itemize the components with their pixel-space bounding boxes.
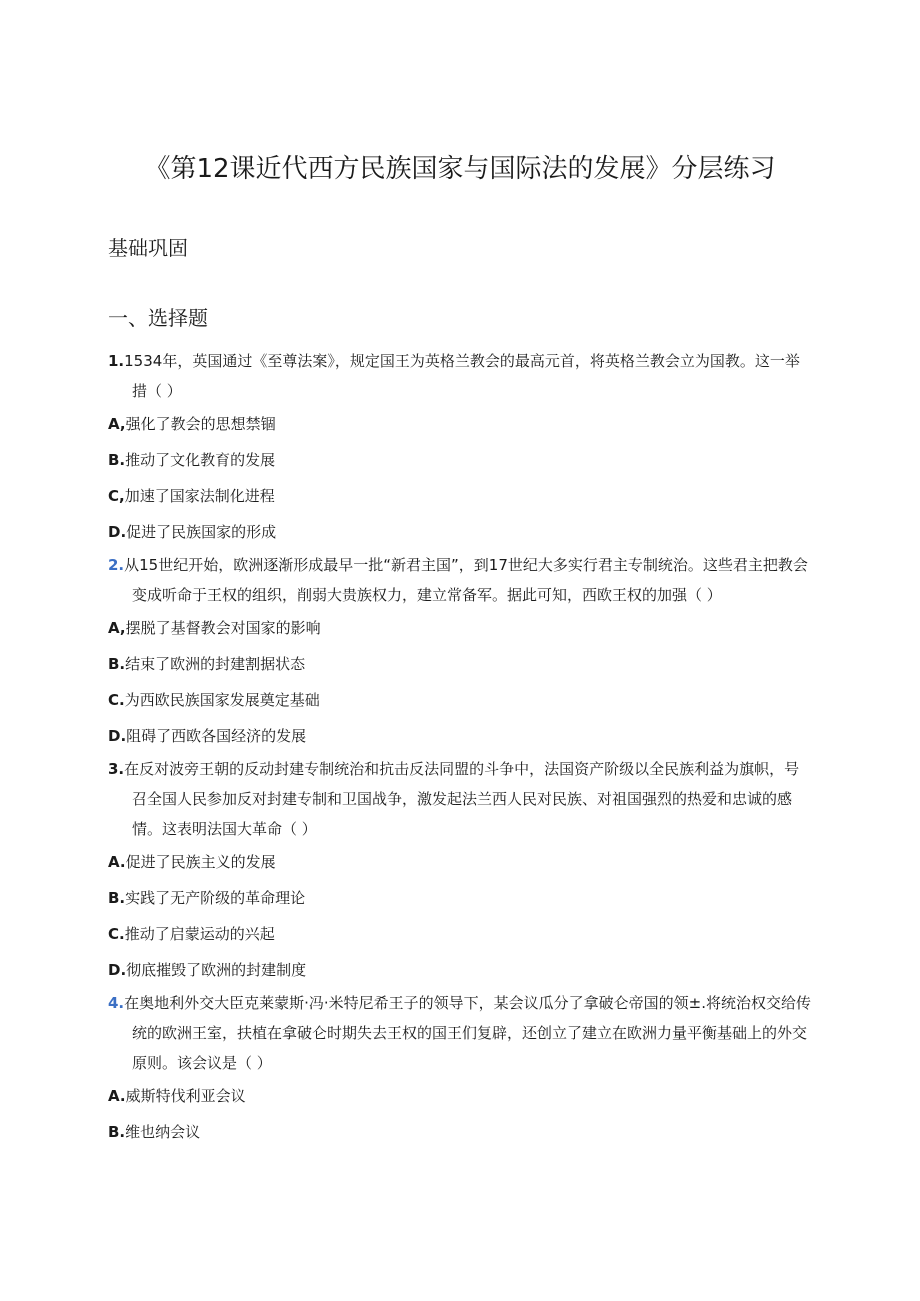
option-text: 推动了启蒙运动的兴起 (124, 925, 275, 943)
option-letter: A. (108, 853, 126, 871)
question-text (108, 754, 813, 844)
option-text: 摆脱了基督教会对国家的影响 (125, 619, 321, 637)
option-item (108, 1078, 813, 1114)
option-letter: B. (108, 889, 126, 907)
option-text: 威斯特伐利亚会议 (125, 1087, 246, 1105)
option-letter: C, (108, 487, 125, 505)
option-text: 推动了文化教育的发展 (125, 451, 276, 469)
question-list (108, 346, 813, 1150)
question-text (108, 988, 813, 1078)
option-letter: B. (108, 1123, 126, 1141)
option-text: 为西欧民族国家发展奠定基础 (124, 691, 320, 709)
question-number: 2. (108, 556, 125, 574)
option-letter: A, (108, 415, 126, 433)
option-letter: B. (108, 451, 126, 469)
question-1 (108, 346, 813, 406)
question-body: 在反对波旁王朝的反动封建专制统治和抗击反法同盟的斗争中，法国资产阶级以全民族利益为旗帜，号召全国人民参加反对封建专制和卫国战争，激发起法兰西人民对民族、对祖国强烈的热爱和忠诚的感情。这表明法国大革命（ ） (124, 760, 800, 838)
option-text: 彻底摧毁了欧洲的封建制度 (126, 961, 307, 979)
question-text (108, 346, 813, 406)
question-number: 1. (108, 352, 125, 370)
question-body: 从15世纪开始，欧洲逐渐形成最早一批“新君主国”，到17世纪大多实行君主专制统治。这些君主把教会变成听命于王权的组织，削弱大贵族权力，建立常备军。据此可知，西欧王权的加强（ ） (124, 556, 808, 604)
option-text: 实践了无产阶级的革命理论 (125, 889, 306, 907)
option-item (108, 646, 813, 682)
option-item (108, 718, 813, 754)
question-4 (108, 988, 813, 1078)
section-heading: 一、选择题 (108, 306, 208, 330)
question-text (108, 550, 813, 610)
option-item (108, 1114, 813, 1150)
question-number: 3. (108, 760, 125, 778)
option-text: 促进了民族主义的发展 (125, 853, 276, 871)
option-item (108, 442, 813, 478)
option-letter: D. (108, 523, 127, 541)
option-item (108, 478, 813, 514)
question-3 (108, 754, 813, 844)
option-item (108, 880, 813, 916)
question-body: 1534年，英国通过《至尊法案》，规定国王为英格兰教会的最高元首，将英格兰教会立为国教。这一举措（ ） (124, 352, 800, 400)
option-item (108, 844, 813, 880)
question-body: 在奥地利外交大臣克莱蒙斯·冯·米特尼希王子的领导下，某会议瓜分了拿破仑帝国的领±.将统治权交给传统的欧洲王室，扶植在拿破仑时期失去王权的国王们复辟，还创立了建立在欧洲力量平衡基础上的外交原则。该会议是（ ） (124, 994, 812, 1072)
question-number: 4. (108, 994, 125, 1012)
option-letter: D. (108, 961, 127, 979)
option-letter: B. (108, 655, 126, 673)
option-item (108, 610, 813, 646)
option-text: 加速了国家法制化进程 (124, 487, 275, 505)
option-text: 促进了民族国家的形成 (126, 523, 277, 541)
option-letter: C. (108, 691, 125, 709)
option-text: 强化了教会的思想禁锢 (125, 415, 276, 433)
question-2 (108, 550, 813, 610)
option-item (108, 682, 813, 718)
option-item (108, 514, 813, 550)
option-text: 维也纳会议 (125, 1123, 201, 1141)
option-letter: A. (108, 1087, 126, 1105)
option-item (108, 916, 813, 952)
document-title: 《第12课近代西方民族国家与国际法的发展》分层练习 (144, 154, 776, 184)
option-text: 结束了欧洲的封建割据状态 (125, 655, 306, 673)
option-item (108, 952, 813, 988)
option-text: 阻碍了西欧各国经济的发展 (126, 727, 307, 745)
option-letter: C. (108, 925, 125, 943)
option-item (108, 406, 813, 442)
subsection-title: 基础巩固 (108, 236, 188, 260)
option-letter: A, (108, 619, 126, 637)
option-letter: D. (108, 727, 127, 745)
